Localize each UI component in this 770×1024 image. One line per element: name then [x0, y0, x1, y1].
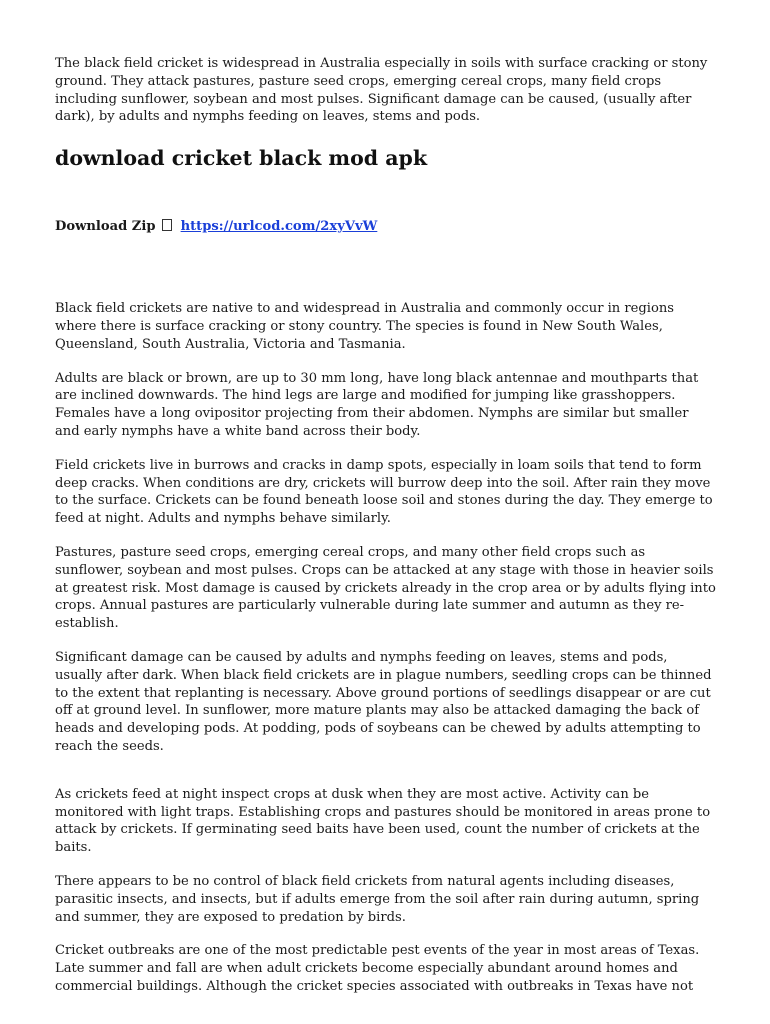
body-paragraph-2: Adults are black or brown, are up to 30 mm long, have long black antennae and mouthparts that are inclined downwards. The hind legs are large and modified for jumping like grasshoppers. Females have a long ovipositor projecting from their abdomen. Nymphs are similar but smaller and early nymphs have a white band across their body.: [55, 370, 699, 439]
download-label: Download Zip: [55, 219, 156, 235]
body-paragraph-6: As crickets feed at night inspect crops at dusk when they are most active. Activity can be monitored with light traps. Establishing crops and pastures should be monitored in areas prone to attack by crickets. If germinating seed baits have been used, count the number of crickets at the baits.: [55, 786, 711, 856]
intro-paragraph: The black field cricket is widespread in Australia especially in soils with surface cracking or stony ground. They attack pastures, pasture seed crops, emerging cereal crops, many field crops including sunflower, soybean and most pulses. Significant damage can be caused, (usually after dark), by adults and nymphs feeding on leaves, stems and pods.: [55, 56, 708, 125]
body-paragraph-7: There appears to be no control of black field crickets from natural agents including diseases, parasitic insects, and insects, but if adults emerge from the soil after rain during autumn, spring and summer, they are exposed to predation by birds.: [55, 873, 700, 925]
body-paragraph-1: Black field crickets are native to and widespread in Australia and commonly occur in regions where there is surface cracking or stony country. The species is found in New South Wales, Queensland, South Australia, Victoria and Tasmania.: [55, 301, 675, 352]
download-link[interactable]: https://urlcod.com/2xyVvW: [180, 219, 378, 235]
document-page: [55, 55, 717, 1012]
missing-glyph-icon: [162, 219, 172, 231]
body-paragraph-4: Pastures, pasture seed crops, emerging cereal crops, and many other field crops such as sunflower, soybean and most pulses. Crops can be attacked at any stage with those in heavier soils at greatest risk. Most damage is caused by crickets already in the crop area or by adults flying into crops. Annual pastures are particularly vulnerable during late summer and autumn as they re-establish.: [55, 544, 716, 632]
page-title: download cricket black mod apk: [55, 146, 428, 171]
body-paragraph-5: Significant damage can be caused by adults and nymphs feeding on leaves, stems and pods, usually after dark. When black field crickets are in plague numbers, seedling crops can be thinned to the extent that replanting is necessary. Above ground portions of seedlings disappear or are cut off at ground level. In sunflower, more mature plants may also be attacked damaging the back of heads and developing pods. At podding, pods of soybeans can be chewed by adults attempting to reach the seeds.: [55, 649, 712, 754]
download-line: [55, 218, 717, 236]
body-paragraph-3: Field crickets live in burrows and cracks in damp spots, especially in loam soils that tend to form deep cracks. When conditions are dry, crickets will burrow deep into the soil. After rain they move to the surface. Crickets can be found beneath loose soil and stones during the day. They emerge to feed at night. Adults and nymphs behave similarly.: [55, 457, 713, 527]
body-paragraph-8: Cricket outbreaks are one of the most predictable pest events of the year in most areas of Texas. Late summer and fall are when adult crickets become especially abundant around homes and commercial buildings. Although the cricket species associated with outbreaks in Texas have not: [55, 943, 700, 994]
